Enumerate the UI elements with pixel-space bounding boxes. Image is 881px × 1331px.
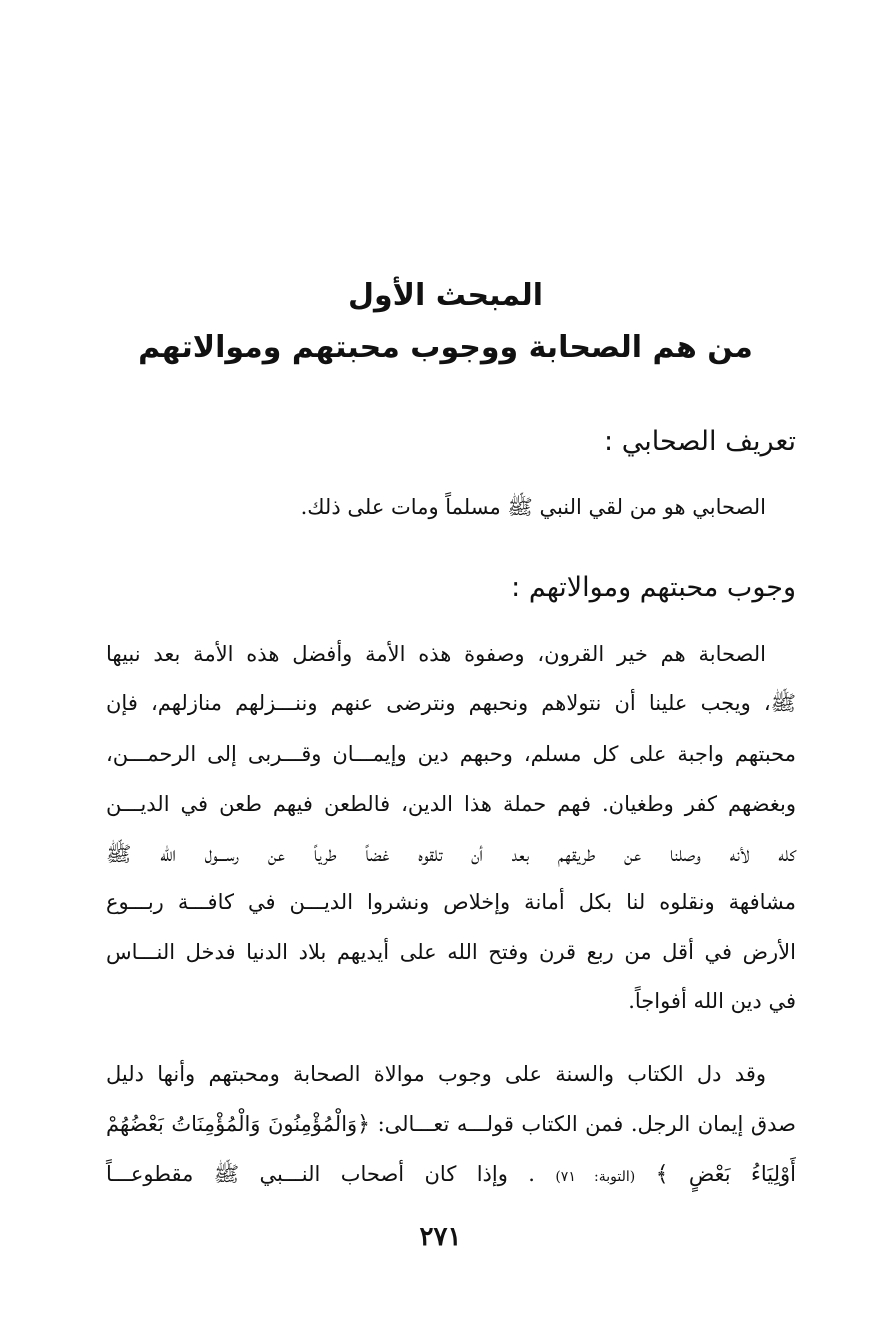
paragraph-line: مشافهة ونقلوه لنا بكل أمانة وإخلاص ونشروا الديـــن في كافـــة ربـــوع [106,890,796,914]
paragraph-line: ﷺ، ويجب علينا أن نتولاهم ونحبهم ونترضى عنهم وننـــزلهم منازلهم، فإن [106,691,796,715]
section-title-obligation: وجوب محبتهم وموالاتهم : [511,572,796,603]
paragraph-line: محبتهم واجبة على كل مسلم، وحبهم دين وإيمـــان وقـــربى إلى الرحمـــن، [106,742,796,766]
paragraph-line: كله لأنه وصلنا عن طريقهم بعد أن تلقوه غضاً طرياً عن رســـول الله ﷺ [106,842,796,866]
paragraph-line: الصحابة هم خير القرون، وصفوة هذه الأمة وأفضل هذه الأمة بعد نبيها [106,642,766,666]
ayah-close-bracket: ﴾ [655,1162,669,1187]
ayah-open-bracket: ﴿ [357,1112,371,1137]
paragraph-line: وقد دل الكتاب والسنة على وجوب موالاة الصحابة ومحبتهم وأنها دليل [106,1062,766,1086]
paragraph-line-with-ayah [106,1110,796,1139]
paragraph-line: في دين الله أفواجاً. [628,989,796,1013]
paragraph-text: . وإذا كان أصحاب النـــبي ﷺ مقطوعـــاً [106,1162,535,1186]
paragraph-line-with-ayah [106,1160,796,1191]
paragraph-text: صدق إيمان الرجل. فمن الكتاب قولـــه تعـــالى: [377,1112,796,1136]
quran-verse: أَوْلِيَاءُ بَعْضٍ [688,1162,796,1186]
verse-reference: (التوبة: ٧١) [555,1169,636,1185]
quran-verse: وَالْمُؤْمِنُونَ وَالْمُؤْمِنَاتُ بَعْضُهُمْ [106,1112,358,1136]
definition-text: الصحابي هو من لقي النبي ﷺ مسلماً ومات على ذلك. [300,495,766,519]
paragraph-line: وبغضهم كفر وطغيان. فهم حملة هذا الدين، فالطعن فيهم طعن في الديـــن [106,792,796,816]
page-number: ٢٧١ [419,1222,462,1252]
paragraph-line: الأرض في أقل من ربع قرن وفتح الله على أيديهم بلاد الدنيا فدخل النـــاس [106,940,796,964]
section-title-definition: تعريف الصحابي : [604,426,796,457]
chapter-heading: المبحث الأول [347,278,544,313]
chapter-subheading: من هم الصحابة ووجوب محبتهم وموالاتهم [138,330,753,365]
